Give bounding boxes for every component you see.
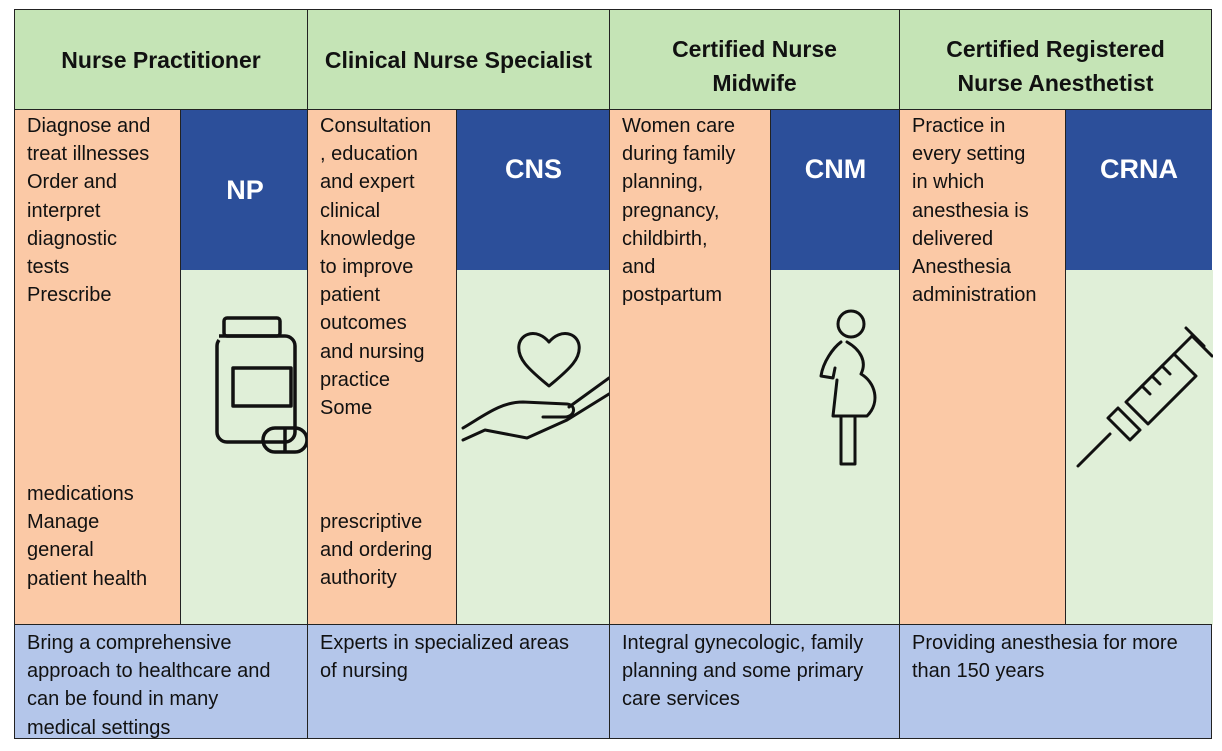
header-title: Nurse Practitioner — [61, 46, 261, 73]
summary-cns — [307, 624, 610, 739]
duty-line: to improve — [320, 256, 414, 279]
summary-line: Providing anesthesia for more — [912, 632, 1178, 654]
header-crna — [899, 9, 1212, 110]
duty-line: Manage — [27, 511, 100, 534]
medicine-bottle-icon — [181, 270, 309, 625]
syringe-icon — [1066, 270, 1213, 625]
duty-line: every setting — [912, 143, 1026, 166]
duty-line: Diagnose and — [27, 115, 151, 137]
header-title-line: Nurse Anesthetist — [957, 69, 1154, 96]
summary-line: can be found in many — [27, 688, 219, 711]
duty-line: and nursing — [320, 340, 425, 363]
duty-line: during family — [622, 143, 736, 166]
header-title: Clinical Nurse Specialist — [324, 46, 593, 73]
duty-line: in which — [912, 171, 985, 194]
header-cns — [307, 9, 610, 110]
summary-line: of nursing — [320, 660, 408, 683]
abbr-label: CNS — [504, 154, 562, 184]
duty-line: prescriptive — [320, 511, 423, 533]
header-np — [14, 9, 308, 110]
abbr-label: CRNA — [1100, 154, 1178, 184]
header-title-line: Midwife — [712, 69, 797, 96]
duty-line: diagnostic — [27, 227, 118, 250]
duties-cnm — [609, 109, 900, 625]
summary-cnm — [609, 624, 900, 739]
duty-line: and ordering — [320, 539, 433, 562]
icon-panel-np — [180, 270, 309, 625]
duty-line: Practice in — [912, 115, 1006, 137]
duty-line: Order and — [27, 171, 118, 194]
abbr-label: NP — [226, 174, 264, 205]
summary-line: approach to healthcare and — [27, 660, 271, 683]
duty-line: and expert — [320, 171, 415, 194]
abbr-badge-np — [180, 110, 309, 270]
duties-cns — [307, 109, 610, 625]
header-title-line: Certified Nurse — [672, 35, 837, 62]
duty-line: planning, — [622, 171, 704, 194]
duty-line: authority — [320, 567, 397, 590]
header-cnm — [609, 9, 900, 110]
summary-line: medical settings — [27, 716, 171, 739]
duty-line: Prescribe — [27, 284, 112, 307]
duties-np — [14, 109, 308, 625]
summary-np — [14, 624, 308, 739]
duty-line: medications — [27, 483, 134, 505]
summary-line: care services — [622, 688, 740, 711]
duty-line: delivered — [912, 227, 994, 250]
duty-line: pregnancy, — [622, 199, 720, 222]
duty-line: and — [622, 256, 656, 279]
summary-line: Experts in specialized areas — [320, 632, 570, 654]
duty-line: general — [27, 539, 94, 562]
abbr-badge-crna — [1065, 110, 1212, 270]
icon-panel-crna — [1065, 270, 1213, 625]
duty-line: outcomes — [320, 312, 407, 335]
duty-line: patient health — [27, 567, 148, 590]
duty-line: treat illnesses — [27, 143, 150, 166]
heart-hand-icon — [457, 270, 611, 625]
summary-line: Bring a comprehensive — [27, 632, 232, 654]
duty-line: administration — [912, 284, 1037, 307]
duty-line: Anesthesia — [912, 256, 1011, 279]
duty-line: anesthesia is — [912, 199, 1029, 222]
summary-line: Integral gynecologic, family — [622, 632, 864, 654]
duty-line: , education — [320, 143, 418, 166]
duty-line: knowledge — [320, 227, 416, 250]
abbr-badge-cnm — [770, 110, 900, 270]
duty-line: Consultation — [320, 115, 432, 137]
abbr-badge-cns — [456, 110, 610, 270]
comparison-table — [14, 9, 1212, 739]
pregnant-woman-icon — [771, 270, 901, 625]
duty-line: patient — [320, 284, 381, 307]
duty-line: clinical — [320, 199, 381, 222]
summary-line: than 150 years — [912, 660, 1045, 683]
summary-line: planning and some primary — [622, 660, 864, 683]
abbr-label: CNM — [804, 154, 867, 184]
header-title-line: Certified Registered — [946, 35, 1165, 62]
duty-line: postpartum — [622, 284, 723, 307]
summary-crna — [899, 624, 1212, 739]
icon-panel-cns — [456, 270, 611, 625]
duty-line: practice — [320, 368, 391, 391]
duty-line: Some — [320, 397, 373, 420]
duties-crna — [899, 109, 1212, 625]
duty-line: tests — [27, 256, 70, 279]
duty-line: Women care — [622, 115, 736, 137]
icon-panel-cnm — [770, 270, 901, 625]
duty-line: childbirth, — [622, 227, 708, 250]
duty-line: interpret — [27, 199, 101, 222]
